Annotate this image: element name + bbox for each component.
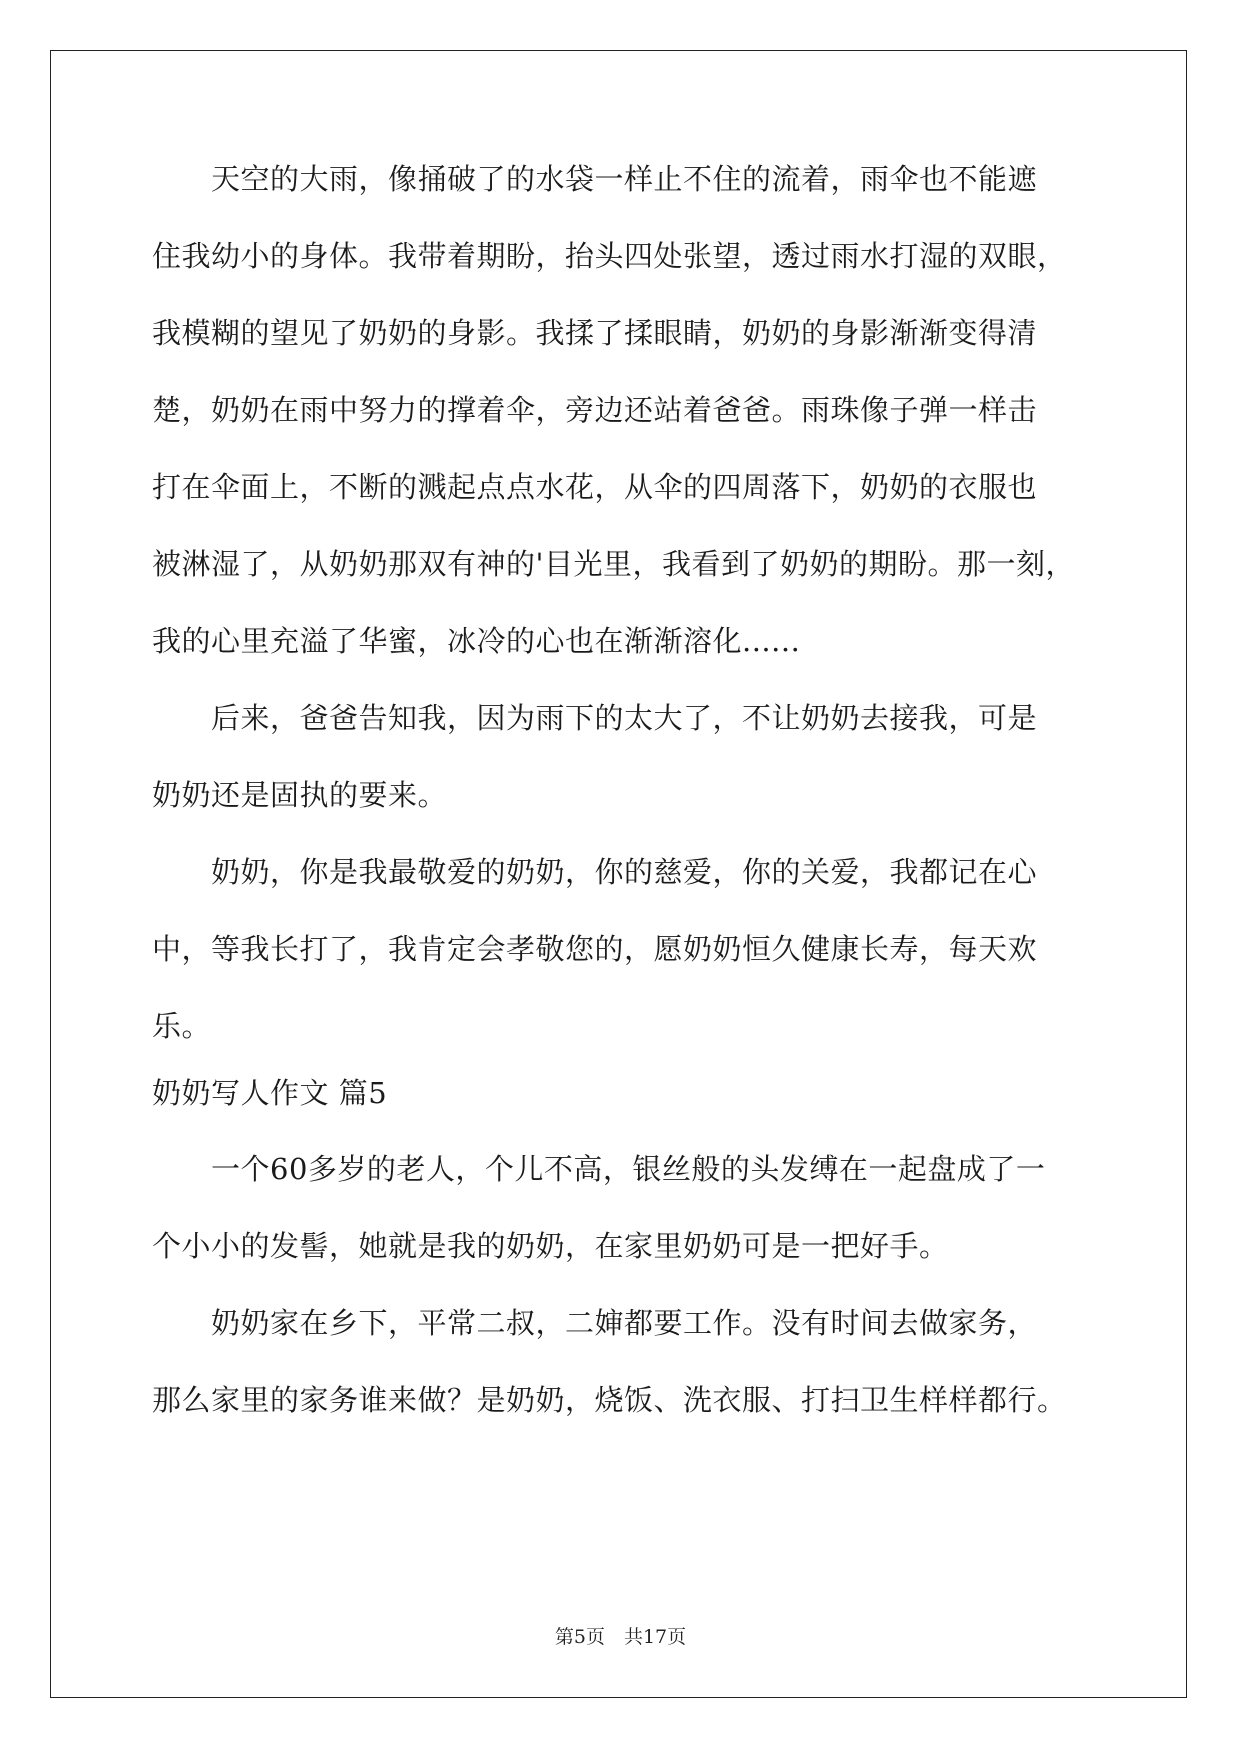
text-line: 我模糊的望见了奶奶的身影。我揉了揉眼睛，奶奶的身影渐渐变得清 [152,316,1038,350]
text-line: 那么家里的家务谁来做？是奶奶，烧饭、洗衣服、打扫卫生样样都行。 [152,1383,1067,1417]
text-line: 奶奶家在乡下，平常二叔，二婶都要工作。没有时间去做家务， [152,1306,1038,1340]
text-line: 住我幼小的身体。我带着期盼，抬头四处张望，透过雨水打湿的双眼， [152,239,1067,273]
text-line: 被淋湿了，从奶奶那双有神的'目光里，我看到了奶奶的期盼。那一刻， [152,547,1075,581]
section-heading: 奶奶写人作文 篇5 [152,1076,388,1110]
text-line: 打在伞面上，不断的溅起点点水花，从伞的四周落下，奶奶的衣服也 [152,470,1038,504]
text-line: 中，等我长打了，我肯定会孝敬您的，愿奶奶恒久健康长寿，每天欢 [152,932,1038,966]
text-line: 奶奶，你是我最敬爱的奶奶，你的慈爱，你的关爱，我都记在心 [152,855,1038,889]
text-line: 一个60多岁的老人，个儿不高，银丝般的头发缚在一起盘成了一 [152,1152,1046,1186]
text-line: 奶奶还是固执的要来。 [152,778,448,812]
text-line: 乐。 [152,1009,212,1043]
page-footer: 第5页 共17页 [554,1626,687,1648]
text-line: 楚，奶奶在雨中努力的撑着伞，旁边还站着爸爸。雨珠像子弹一样击 [152,393,1038,427]
text-line: 天空的大雨，像捅破了的水袋一样止不住的流着，雨伞也不能遮 [152,162,1038,196]
text-line: 个小小的发髻，她就是我的奶奶，在家里奶奶可是一把好手。 [152,1229,949,1263]
text-line: 后来，爸爸告知我，因为雨下的太大了，不让奶奶去接我，可是 [152,701,1038,735]
text-line: 我的心里充溢了华蜜，冰冷的心也在渐渐溶化...... [152,624,801,658]
